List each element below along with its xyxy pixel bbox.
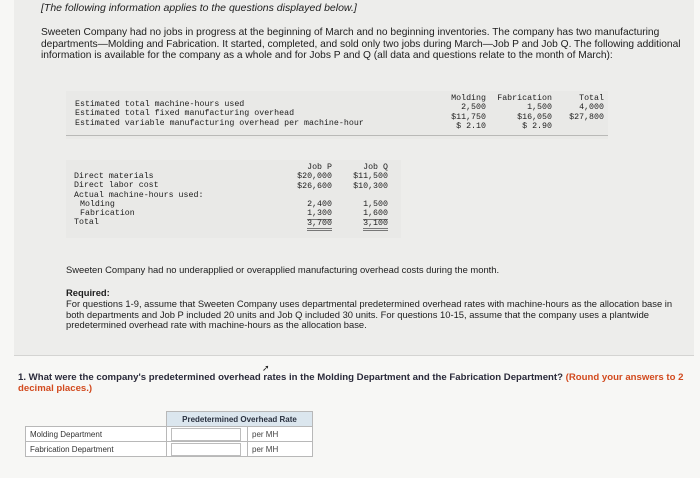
fabrication-rate-input[interactable]: [171, 443, 241, 456]
estimates-table: [66, 91, 608, 139]
column-header: Fabrication: [497, 94, 552, 103]
job-p-column: [288, 163, 332, 228]
fabrication-column: [496, 94, 552, 131]
answer-row: [26, 427, 313, 442]
cell-value: $ 2.10: [456, 121, 486, 131]
question-1: [18, 372, 688, 394]
cell-value: $ 2.90: [522, 121, 552, 131]
cell-value: $27,800: [569, 112, 604, 122]
intro-paragraph: Sweeten Company had no jobs in progress at the beginning of March and no beginning inventories. The company has two manufacturing departments—Molding and Fabrication. It started, completed, and sold only two jobs during March—Job P and Job Q. The following additional information is available for the company as a whole and for Jobs P and Q (all data and questions relate to the month of March):: [41, 27, 681, 62]
row-label: Direct materials: [74, 172, 154, 181]
divider: [66, 135, 608, 136]
cell-value: $11,500: [353, 172, 388, 182]
molding-rate-input[interactable]: [171, 428, 241, 441]
cell-value: 1,500: [363, 200, 388, 210]
answer-table: [25, 411, 313, 457]
row-label: Direct labor cost: [74, 181, 159, 191]
cell-value: 3,100: [363, 219, 388, 231]
cell-value: $16,050: [517, 112, 552, 122]
job-q-column: [344, 163, 388, 228]
row-label: Molding Department: [26, 427, 167, 442]
cell-value: $26,600: [297, 181, 332, 191]
column-header: Molding: [451, 94, 486, 103]
total-column: [558, 94, 604, 122]
statement: Sweeten Company had no underapplied or overapplied manufacturing overhead costs during the month.: [66, 264, 500, 275]
cell-value: $10,300: [353, 181, 388, 191]
column-header: Total: [579, 94, 604, 103]
estimate-label: Estimated total machine-hours used: [75, 100, 245, 109]
column-header: Job Q: [363, 163, 388, 172]
row-label: Total: [74, 218, 99, 228]
cell-value: 1,500: [527, 103, 552, 113]
unit-label: per MH: [248, 427, 313, 442]
question-text: 1. What were the company's predetermined overhead rates in the Molding Department and the Fabrication Department?: [18, 372, 563, 383]
row-label: Molding: [80, 199, 115, 209]
required-text: For questions 1-9, assume that Sweeten Company uses departmental predetermined overhead rates with machine-hours as the allocation base in both departments and Job P included 20 units and Job Q included 30 units. For questions 10-15, assume that the company uses a plantwide predetermined overhead rate with machine-hours as the allocation base.: [66, 297, 673, 331]
column-header: Job P: [307, 163, 332, 172]
estimates-labels: [75, 100, 364, 128]
cell-value: 1,600: [363, 209, 388, 219]
row-label: Fabrication: [80, 209, 135, 219]
estimate-label: Estimated variable manufacturing overhead per machine-hour: [75, 118, 364, 128]
answer-row: [26, 442, 313, 457]
cell-value: 2,500: [461, 103, 486, 113]
cell-value: 3,700: [307, 219, 332, 231]
answer-header: Predetermined Overhead Rate: [167, 412, 313, 427]
jobs-labels: [74, 172, 203, 228]
cell-value: $11,750: [451, 112, 486, 122]
problem-panel: [14, 0, 694, 356]
cell-value: 1,300: [307, 209, 332, 219]
row-label: Fabrication Department: [26, 442, 167, 457]
cursor-icon: ➚: [262, 363, 270, 373]
header-note: [The following information applies to the questions displayed below.]: [41, 2, 357, 14]
required-heading: Required:: [66, 287, 110, 298]
unit-label: per MH: [248, 442, 313, 457]
estimate-label: Estimated total fixed manufacturing overhead: [75, 109, 295, 119]
required-section: [66, 288, 686, 331]
row-label: Actual machine-hours used:: [74, 190, 204, 200]
cell-value: $20,000: [297, 172, 332, 182]
rounding-note: (Round your answers to 2 decimal places.): [18, 372, 684, 394]
cell-value: 2,400: [307, 200, 332, 210]
molding-column: [440, 94, 486, 131]
cell-value: 4,000: [579, 103, 604, 113]
jobs-table: [66, 160, 401, 238]
